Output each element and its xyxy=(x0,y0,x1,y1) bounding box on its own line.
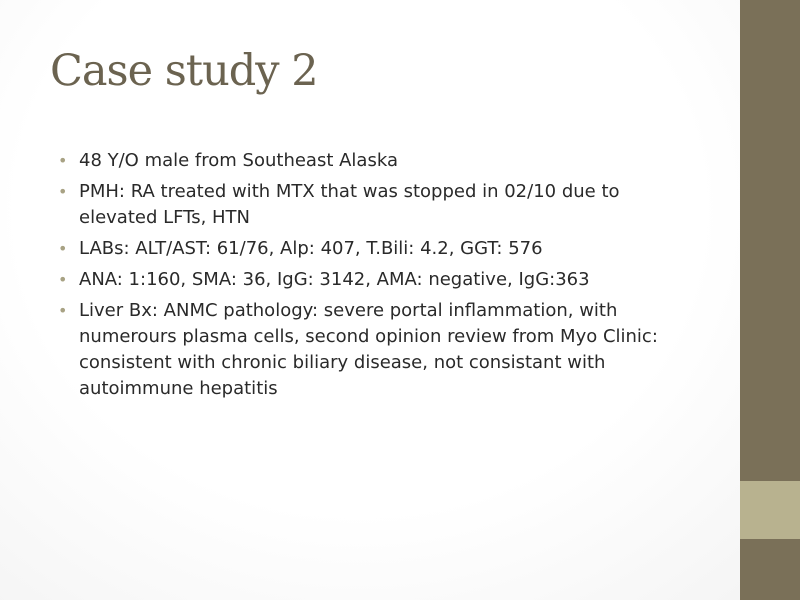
bullet-dot-icon: • xyxy=(58,270,68,289)
bullet-text: PMH: RA treated with MTX that was stopped in 02/10 due to elevated LFTs, HTN xyxy=(79,181,620,228)
bullet-dot-icon: • xyxy=(58,182,68,201)
bullet-text: Liver Bx: ANMC pathology: severe portal inflammation, with numerours plasma cells, second opinion review from Myo Clinic: consistent with chronic biliary disease, not consistant with autoimmune hepatitis xyxy=(79,300,658,399)
bullet-dot-icon: • xyxy=(58,301,68,320)
bullet-item xyxy=(58,179,698,231)
bullet-text: 48 Y/O male from Southeast Alaska xyxy=(79,150,398,171)
bullet-dot-icon: • xyxy=(58,151,68,170)
slide-title: Case study 2 xyxy=(50,46,318,96)
bullet-item xyxy=(58,298,698,402)
bullet-item xyxy=(58,236,698,262)
bullet-list xyxy=(58,148,698,407)
bullet-item xyxy=(58,267,698,293)
bullet-item xyxy=(58,148,698,174)
side-accent-block xyxy=(740,481,800,539)
bullet-text: ANA: 1:160, SMA: 36, IgG: 3142, AMA: negative, IgG:363 xyxy=(79,269,590,290)
bullet-dot-icon: • xyxy=(58,239,68,258)
bullet-text: LABs: ALT/AST: 61/76, Alp: 407, T.Bili: 4.2, GGT: 576 xyxy=(79,238,543,259)
